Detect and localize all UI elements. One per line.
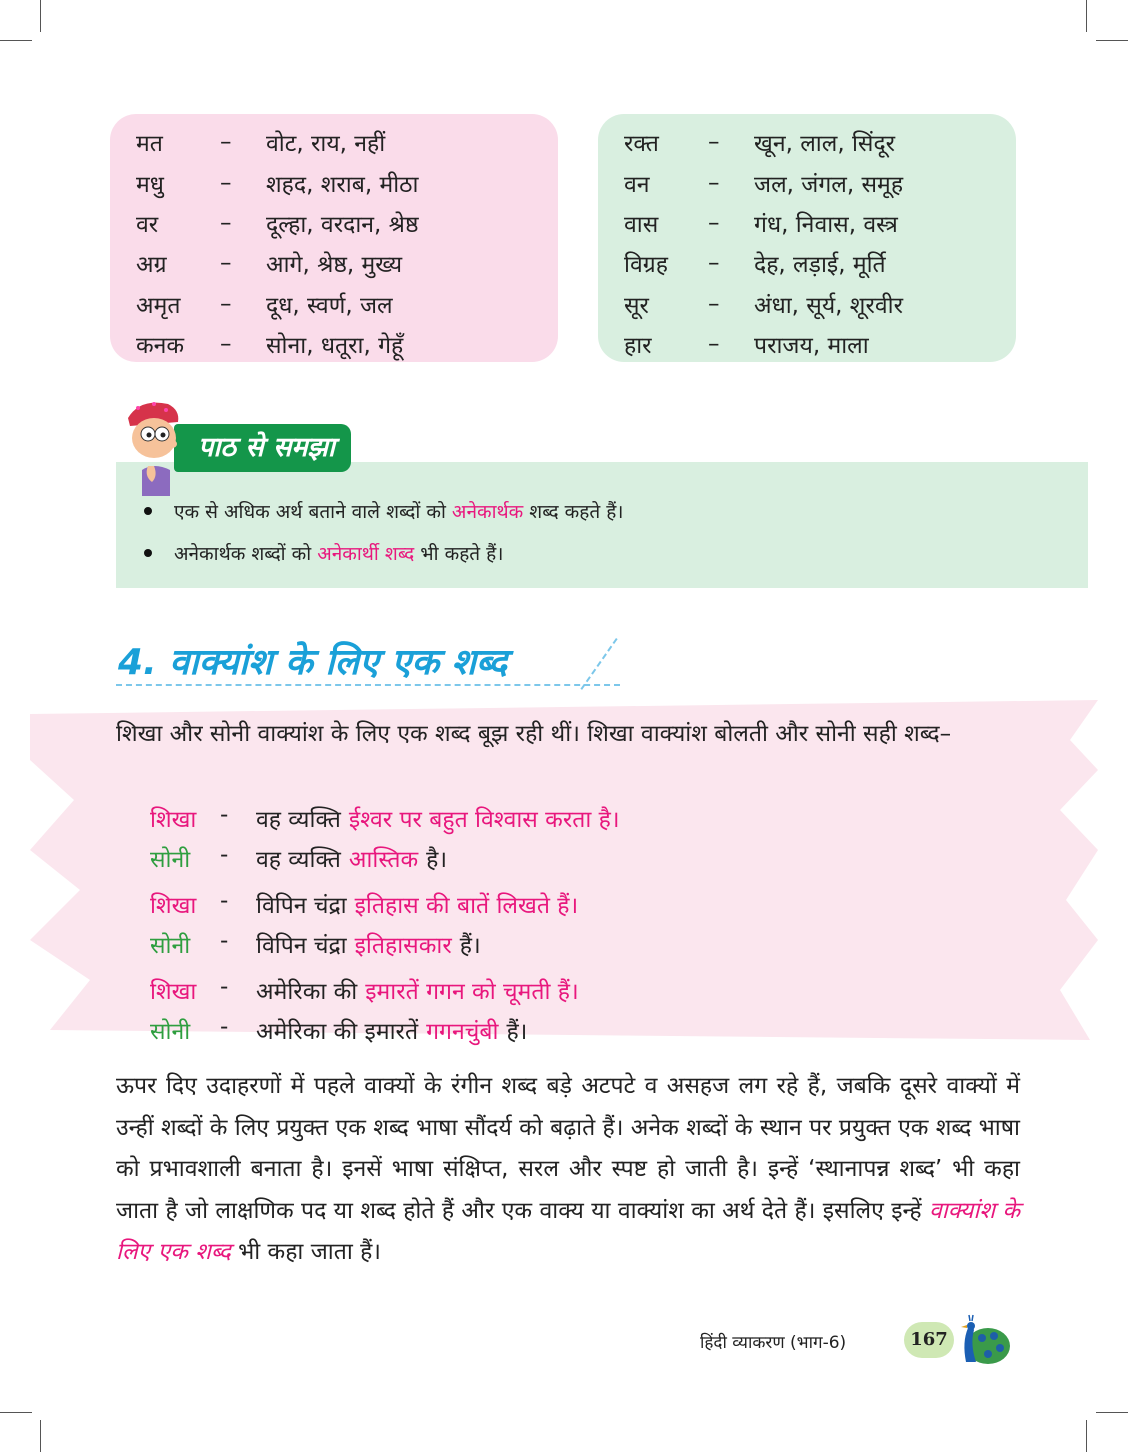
dialogue-after: हैं। [506,1019,528,1045]
dialogue-line [150,928,489,960]
word-row [624,203,1016,243]
dialogue-highlight: आस्तिक [348,847,419,873]
word-word: विग्रह [624,252,668,279]
bullet-text: अनेकार्थक शब्दों को [174,543,312,565]
dialogue-line [150,842,455,874]
dialogue-speaker: शिखा [150,893,197,919]
word-dash: – [708,250,720,277]
word-dash: – [220,250,232,277]
word-dash: – [708,129,720,156]
word-meanings: जल, जंगल, समूह [754,171,904,198]
dialogue-dash: - [220,1014,229,1040]
word-row [136,284,558,324]
crop-mark [1086,0,1087,32]
dialogue-dash: - [220,888,229,914]
word-meanings: शहद, शराब, मीठा [266,171,419,198]
bullet-dot [144,507,152,515]
word-meanings: गंध, निवास, वस्त्र [754,211,898,238]
word-word: हार [624,333,652,360]
dialogue-highlight: इमारतें गगन को चूमती हैं। [365,979,579,1005]
dialogue-after: हैं। [459,933,481,959]
dialogue-after: है। [426,847,448,873]
word-dash: – [220,331,232,358]
dialogue-highlight: इतिहास की बातें लिखते हैं। [354,893,579,919]
dialogue-dash: - [220,802,229,828]
word-row [136,243,558,283]
heading-underline [116,684,620,686]
word-meanings: आगे, श्रेष्ठ, मुख्य [266,252,403,279]
word-word: वास [624,211,659,238]
paragraph-emphasis: वाक्यांश के लिए एक शब्द [116,1197,1020,1265]
book-title: हिंदी व्याकरण (भाग-6) [700,1333,847,1353]
word-dash: – [220,129,232,156]
dialogue-before: अमेरिका की [256,979,358,1005]
lesson-bullet-1 [144,498,624,524]
crop-mark [1096,40,1128,41]
word-meanings: खून, लाल, सिंदूर [754,131,896,158]
crop-mark [1096,1412,1128,1413]
word-row [136,324,558,364]
dialogue-line [150,974,595,1006]
dialogue-before: विपिन चंद्रा [256,933,347,959]
word-meanings: अंधा, सूर्य, शूरवीर [754,292,904,319]
paragraph-tail: भी कहा जाता हैं। [238,1239,382,1265]
word-row [624,324,1016,364]
bullet-dot [144,549,152,557]
dialogue-highlight: गगनचुंबी [426,1019,499,1045]
word-meanings: सोना, धतूरा, गेहूँ [266,333,404,360]
dialogue-before: वह व्यक्ति [256,847,341,873]
crop-mark [40,0,41,32]
word-dash: – [708,290,720,317]
lesson-title: पाठ से समझा [174,424,351,472]
dialogue-speaker: सोनी [150,1019,191,1045]
word-word: वन [624,171,650,198]
word-dash: – [708,331,720,358]
dialogue-line [150,1014,535,1046]
word-meanings: पराजय, माला [754,333,869,360]
word-word: रक्त [624,131,659,158]
word-word: मधु [136,171,164,198]
boy-mascot-icon [120,396,190,498]
word-dash: – [708,209,720,236]
word-dash: – [708,169,720,196]
word-word: अग्र [136,252,167,279]
dialogue-speaker: सोनी [150,933,191,959]
word-row [136,162,558,202]
word-word: मत [136,131,163,158]
dialogue-before: विपिन चंद्रा [256,893,347,919]
explanation-paragraph [116,1066,1020,1274]
word-meanings: दूल्हा, वरदान, श्रेष्ठ [266,211,419,238]
bullet-text: भी कहते हैं। [420,543,504,565]
dialogue-line [150,888,594,920]
word-row [136,203,558,243]
word-word: सूर [624,292,649,319]
dialogue-speaker: शिखा [150,807,197,833]
word-dash: – [220,169,232,196]
word-row [136,122,558,162]
dialogue-speaker: शिखा [150,979,197,1005]
word-row [624,122,1016,162]
crop-mark [1086,1420,1087,1452]
dialogue-dash: - [220,974,229,1000]
word-word: अमृत [136,292,181,319]
bullet-text: एक से अधिक अर्थ बताने वाले शब्दों को [174,501,446,523]
lesson-bullet-2 [144,540,503,566]
word-dash: – [220,209,232,236]
word-word: वर [136,211,159,238]
word-row [624,243,1016,283]
lesson-summary-box [116,462,1088,588]
word-word: कनक [136,333,185,360]
dialogue-before: अमेरिका की इमारतें [256,1019,419,1045]
crop-mark [0,40,32,41]
word-row [624,284,1016,324]
section-heading: 4. वाक्यांश के लिए एक शब्द [118,642,508,683]
dialogue-speaker: सोनी [150,847,191,873]
bullet-text: शब्द कहते हैं। [529,501,624,523]
section-intro: शिखा और सोनी वाक्यांश के लिए एक शब्द बूझ रही थीं। शिखा वाक्यांश बोलती और सोनी सही शब्द– [116,721,952,747]
bullet-highlight: अनेकार्थी शब्द [317,543,415,565]
word-meanings: दूध, स्वर्ण, जल [266,292,393,319]
dialogue-dash: - [220,842,229,868]
crop-mark [0,1412,32,1413]
word-table-right [598,114,1016,362]
dialogue-line [150,802,636,834]
bullet-highlight: अनेकार्थक [451,501,524,523]
word-row [624,162,1016,202]
word-meanings: देह, लड़ाई, मूर्ति [754,252,886,279]
dialogue-highlight: इतिहासकार [354,933,452,959]
paragraph-text: ऊपर दिए उदाहरणों में पहले वाक्यों के रंगीन शब्द बड़े अटपटे व असहज लग रहे हैं, जबकि दूसरे वाक्यों में उन्हीं शब्दों के लिए प्रयुक्त एक शब्द भाषा सौंदर्य को बढ़ाते हैं। अनेक शब्दों के स्थान पर प्रयुक्त एक शब्द भाषा को प्रभावशाली बनाता है। इनसें भाषा संक्षिप्त, सरल और स्पष्ट हो जाती है। इन्हें ‘स्थानापन्न शब्द’ भी कहा जाता है जो लाक्षणिक पद या शब्द होते हैं और एक वाक्य या वाक्यांश का अर्थ देते हैं। इसलिए इन्हें [116,1073,1020,1224]
page-number: 167 [904,1322,954,1358]
dialogue-before: वह व्यक्ति [256,807,341,833]
dialogue-dash: - [220,928,229,954]
word-meanings: वोट, राय, नहीं [266,131,386,158]
word-table-left [110,114,558,362]
crop-mark [40,1420,41,1452]
peacock-icon [952,1312,1012,1368]
word-dash: – [220,290,232,317]
dialogue-highlight: ईश्वर पर बहुत विश्वास करता है। [348,807,620,833]
